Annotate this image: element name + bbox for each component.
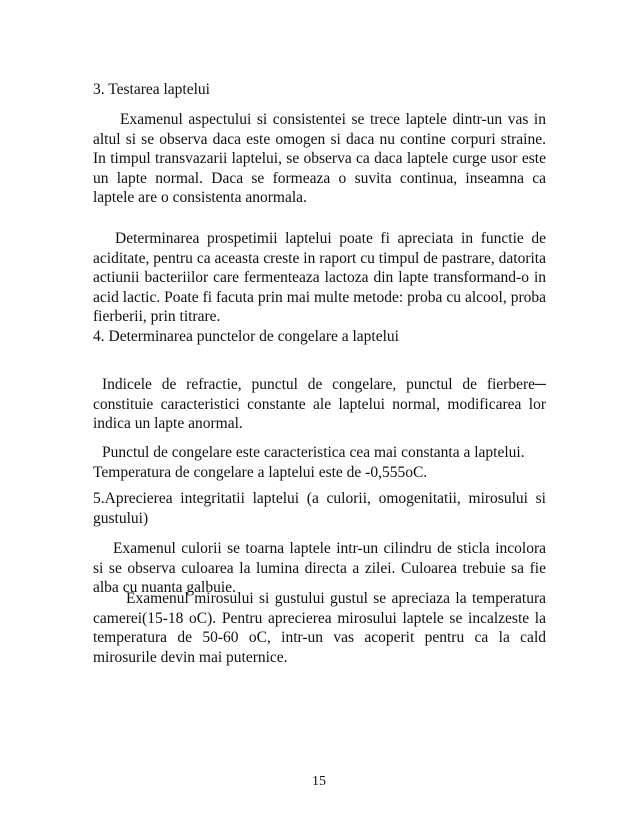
paragraph-determinarea-prospetimii: Determinarea prospetimii laptelui poate fi apreciata in functie de aciditate, pentru ca aceasta creste in raport cu timpul de pastrare, datorita actiunii bacteriilor care fermenteaza lactoza din lapte transformand-o in acid lactic. Poate fi facuta prin mai multe metode: proba cu alcool, proba fierberii, prin titrare. [93,230,546,325]
paragraph-examen-culoare: Examenul culorii se toarna laptele intr-un cilindru de sticla incolora si se observa culoarea la lumina directa a zilei. Culoarea trebuie sa fie alba cu nuanta galbuie. [93,540,546,596]
paragraph-indicele-refractie: Indicele de refractie, punctul de congelare, punctul de fierbere─ constituie caracteristici constante ale laptelui normal, modificarea lor indica un lapte anormal. [93,376,546,432]
punct-congelare-line-1: Punctul de congelare este caracteristica cea mai constanta a laptelui. [102,444,525,461]
heading-testarea-laptelui: 3. Testarea laptelui [93,81,210,98]
paragraph-examen-miros: Examenul mirosului si gustului gustul se apreciaza la temperatura camerei(15-18 oC). Pentru aprecierea mirosului laptele se incalzeste la temperatura de 50-60 oC, intr-un vas acoperit pentru ca la cald mirosurile devin mai puternice. [93,590,546,666]
paragraph-punct-congelare [93,443,546,482]
punct-congelare-line-2: Temperatura de congelare a laptelui este de -0,555oC. [93,463,428,481]
heading-aprecierea-integritatii: 5.Aprecierea integritatii laptelui (a culorii, omogenitatii, mirosului si gustului) [93,490,546,527]
page-number: 15 [312,774,326,789]
heading-determinarea-punctelor-congelare: 4. Determinarea punctelor de congelare a laptelui [93,328,399,345]
paragraph-examen-aspect: Examenul aspectului si consistentei se trece laptele dintr-un vas in altul si se observa daca este omogen si daca nu contine corpuri straine. In timpul transvazarii laptelui, se observa ca daca laptele curge usor este un lapte normal. Daca se formeaza o suvita continua, inseamna ca laptele are o consistenta anormala. [93,111,546,206]
